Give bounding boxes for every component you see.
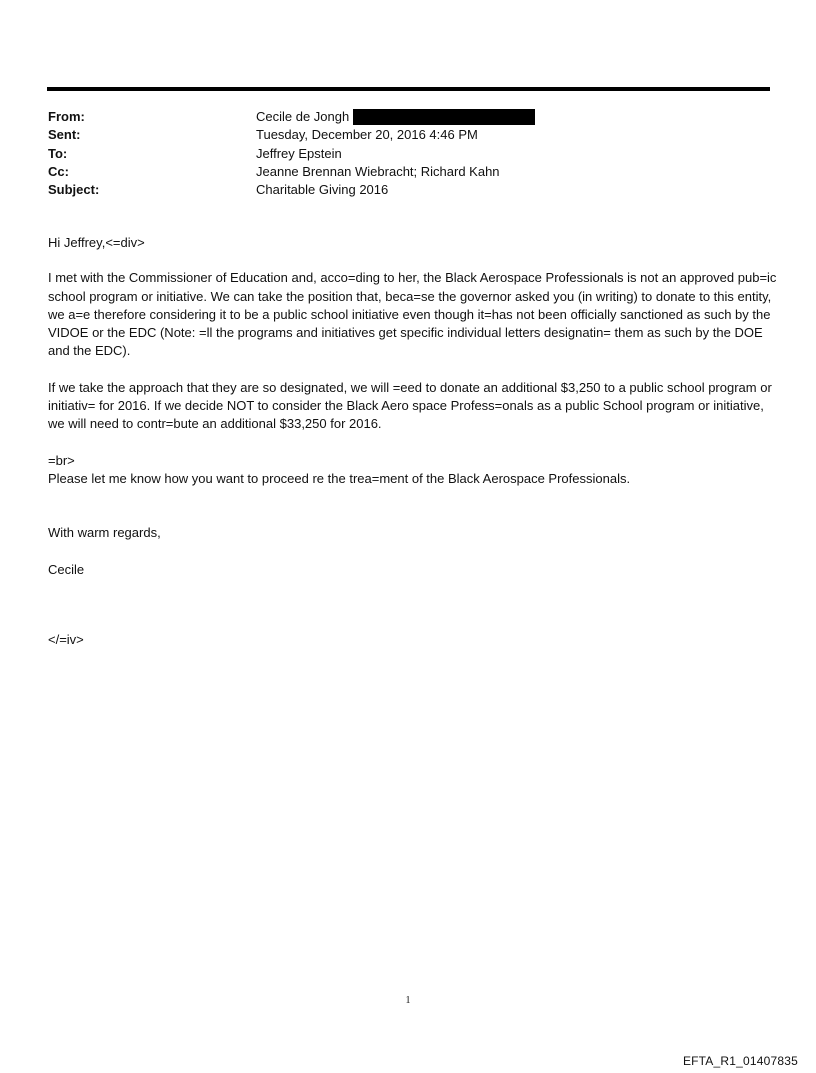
paragraph-commissioner: I met with the Commissioner of Education and, acco=ding to her, the Black Aerospace Professionals is not an approved pub=ic school program or initiative. We can take the position that, beca=se the governor asked you (in writing) to donate to this entity, we a=e therefore considering it to be a public school initiative even though it=has not been officially sanctioned as such by the VIDOE or the EDC (Note: =ll the programs and initiatives get specific individual letters designatin= them as such by the DOE and the EDC). — [48, 270, 777, 359]
cc-row — [48, 163, 768, 181]
sent-row — [48, 126, 768, 144]
from-value — [256, 108, 535, 126]
header-rule — [47, 87, 770, 91]
redaction-box — [353, 109, 535, 125]
document-id: EFTA_R1_01407835 — [682, 1054, 798, 1068]
greeting: Hi Jeffrey,<=div> — [48, 235, 145, 250]
from-row — [48, 108, 768, 126]
email-header — [48, 108, 768, 199]
subject-row — [48, 181, 768, 199]
to-label: To: — [48, 145, 68, 161]
to-row — [48, 145, 768, 163]
email-body — [48, 234, 778, 649]
subject-value: Charitable Giving 2016 — [256, 182, 389, 198]
closing: With warm regards, — [48, 525, 161, 541]
from-label: From: — [48, 109, 85, 124]
to-value: Jeffrey Epstein — [256, 145, 342, 161]
br-artifact: =br> — [48, 452, 75, 468]
sent-label: Sent: — [48, 127, 81, 143]
page-number: 1 — [405, 995, 411, 1006]
from-name: Cecile de Jongh — [256, 109, 350, 124]
cc-value: Jeanne Brennan Wiebracht; Richard Kahn — [256, 163, 500, 179]
sent-value: Tuesday, December 20, 2016 4:46 PM — [256, 127, 478, 143]
cc-label: Cc: — [48, 163, 69, 179]
subject-label: Subject: — [48, 182, 100, 198]
signature: Cecile — [48, 561, 85, 577]
paragraph-donation: If we take the approach that they are so designated, we will =eed to donate an additional $3,250 to a public school program or initiativ= for 2016. If we decide NOT to consider the Black Aero space Profess=onals as a public School program or initiative, we will need to contr=bute an additional $33,250 for 2016. — [48, 379, 772, 432]
paragraph-request: Please let me know how you want to proceed re the trea=ment of the Black Aerospace Professionals. — [48, 470, 631, 486]
end-artifact: </=iv> — [48, 631, 84, 647]
